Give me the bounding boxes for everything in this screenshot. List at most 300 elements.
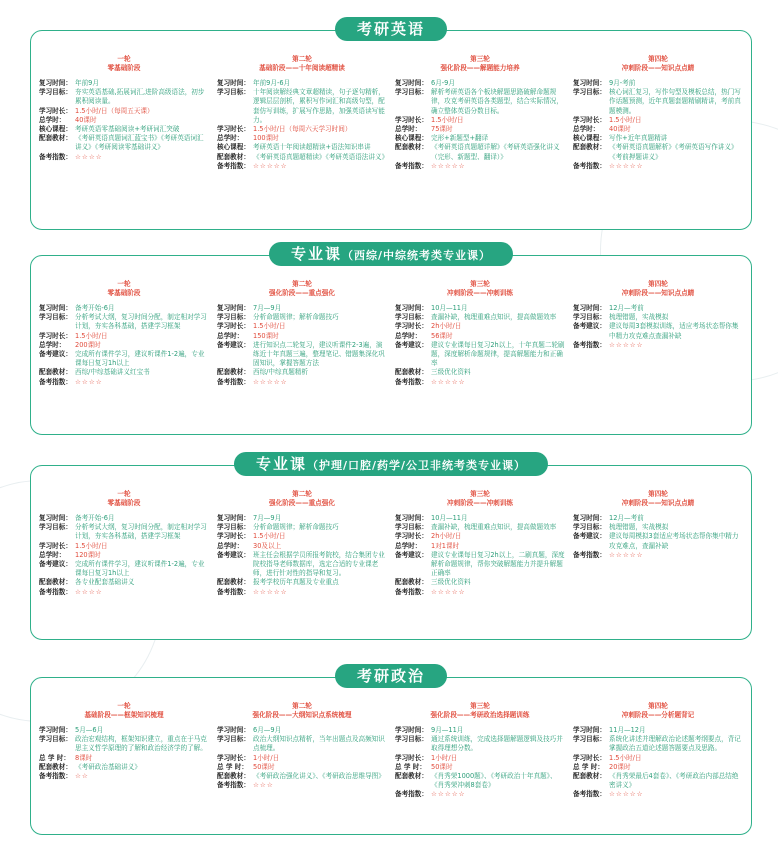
- round-title: 第四轮: [648, 55, 668, 63]
- info-label: 核心课程：: [217, 143, 250, 152]
- info-label: 学习目标：: [39, 523, 72, 532]
- info-value: 备考开始-6月: [75, 514, 115, 522]
- info-label: 备考指数：: [217, 587, 250, 596]
- info-label: 总学时：: [217, 331, 244, 340]
- info-label: 备考建议：: [573, 532, 606, 541]
- info-value: 7月—9月: [253, 304, 282, 312]
- info-row: [39, 578, 209, 587]
- info-row: [217, 754, 387, 763]
- info-row: [573, 532, 743, 550]
- info-value: 12月—考前: [609, 304, 644, 312]
- info-row: [39, 350, 209, 368]
- round-stage: 基础阶段——十年阅读超精读: [259, 64, 345, 72]
- info-value: 《考研英语真题超详解》《考研英语强化讲义（完形、新题型、翻译）》: [431, 143, 560, 161]
- info-row: [217, 125, 387, 134]
- info-row: [217, 588, 387, 597]
- info-value: 系统化讲述并理解政治论述题考纲要点，背记掌握政治五道论述题答题要点及思路。: [609, 735, 741, 753]
- info-value: 40课时: [609, 125, 631, 134]
- info-label: 总 学 时：: [217, 762, 248, 771]
- info-value: 1.5小时/日（每周六天学习时间）: [253, 125, 352, 134]
- info-row: [573, 763, 743, 772]
- info-label: 学习目标：: [573, 523, 606, 532]
- info-row: [217, 368, 387, 377]
- info-value: 56课时: [431, 331, 453, 340]
- round-column-2: [213, 280, 391, 430]
- rating-stars: ☆☆☆☆☆: [609, 550, 644, 559]
- info-label: 学习时长：: [217, 322, 250, 331]
- info-value: 分析考试大纲，复习时间分配，制定相对学习计划，夯实各科基础，搭建学习框架: [75, 313, 207, 331]
- info-row: [395, 578, 565, 587]
- info-label: 配套教材：: [39, 762, 72, 771]
- info-value: 6月-9月: [431, 79, 455, 87]
- info-label: 配套教材：: [395, 578, 428, 587]
- round-column-3: [391, 55, 569, 225]
- major-course-section-1: [30, 245, 752, 435]
- info-value: 西综/中综基础讲义红宝书: [75, 368, 150, 377]
- info-row: [217, 322, 387, 331]
- info-label: 学习时长：: [573, 753, 606, 762]
- info-value: 考研英语十年阅读超精读+语法知识串讲: [253, 143, 371, 152]
- info-value: 政治大纲知识点精析，当年出题点及高频知识点梳理。: [253, 735, 385, 753]
- info-value: 10月—11月: [431, 514, 468, 522]
- round-title: 第四轮: [648, 280, 668, 288]
- info-value: 《肖秀荣1000题》、《考研政治十年真题》、《肖秀荣冲刺8套卷》: [431, 772, 557, 790]
- info-row: [39, 134, 209, 152]
- round-title: 第四轮: [648, 702, 668, 710]
- round-stage: 冲刺阶段——冲刺训练: [447, 499, 513, 507]
- info-label: 学习目标：: [217, 88, 250, 97]
- info-label: 备考指数：: [217, 781, 250, 790]
- round-stage: 强化阶段——重点强化: [269, 499, 335, 507]
- info-value: 2h小时/日: [431, 322, 462, 331]
- info-row: [395, 763, 565, 772]
- info-label: 总 学 时：: [395, 762, 426, 771]
- info-value: 考研英语零基础阅读+考研词汇突破: [75, 125, 180, 134]
- info-value: 分析命题规律；解析命题技巧: [253, 523, 339, 532]
- info-label: 复习时间：: [573, 304, 606, 312]
- info-value: 1.5小时/日: [75, 331, 108, 340]
- info-label: 复习时间：: [217, 304, 250, 312]
- info-label: 学习时间：: [395, 726, 428, 734]
- info-row: [395, 754, 565, 763]
- info-value: 9月—11月: [431, 726, 464, 734]
- info-row: [39, 116, 209, 125]
- round-column-2: [213, 490, 391, 635]
- info-value: 三级优化资料: [431, 578, 471, 587]
- info-label: 学习目标：: [395, 88, 428, 97]
- info-value: 150课时: [253, 331, 279, 340]
- info-row: [217, 551, 387, 579]
- info-label: 总学时：: [39, 115, 66, 124]
- info-row: [39, 523, 209, 541]
- info-value: 1对1课时: [431, 541, 460, 550]
- info-label: 核心课程：: [395, 134, 428, 143]
- info-value: 10月—11月: [431, 304, 468, 312]
- info-label: 备考建议：: [395, 340, 428, 349]
- info-value: 西综/中综真题精析: [253, 368, 308, 377]
- info-label: 学习时间：: [217, 726, 250, 734]
- rating-stars: ☆☆☆☆☆: [431, 587, 466, 596]
- info-value: 75课时: [431, 125, 453, 134]
- info-label: 学习目标：: [217, 735, 250, 744]
- info-row: [217, 341, 387, 369]
- rating-stars: ☆☆☆☆☆: [609, 161, 644, 170]
- info-label: 学习时间：: [573, 726, 606, 734]
- info-value: 备考开始-6月: [75, 304, 115, 312]
- info-value: 年前9月-6月: [253, 79, 291, 87]
- info-row: [39, 726, 209, 735]
- info-row: [573, 88, 743, 116]
- info-row: [573, 162, 743, 171]
- rating-stars: ☆☆☆☆☆: [609, 790, 644, 799]
- info-label: 学习时长：: [39, 331, 72, 340]
- info-value: 《考研政治基础讲义》: [75, 762, 141, 771]
- info-value: 1.5小时/日（每周五天课）: [75, 106, 154, 115]
- info-value: 班主任会根据学员所报考院校，结合集团专业院校指导老师数据库，选定合适的专业课老师，进行针对性的指导和复习。: [253, 550, 385, 578]
- round-column-3: [391, 702, 569, 830]
- info-value: 完形+新题型+翻译: [431, 134, 489, 143]
- info-row: [395, 551, 565, 579]
- info-row: [395, 790, 565, 799]
- info-label: 学习时长：: [217, 125, 250, 134]
- info-label: 学习目标：: [395, 313, 428, 322]
- rounds-row: [35, 490, 747, 635]
- info-label: 配套教材：: [217, 152, 250, 161]
- info-value: 报考学校历年真题及专业重点: [253, 578, 339, 587]
- round-title: 第二轮: [292, 55, 312, 63]
- info-row: [573, 735, 743, 753]
- info-row: [39, 341, 209, 350]
- info-value: 梳理错题，实战模拟: [609, 313, 669, 322]
- info-value: 1.5小时/日: [253, 322, 286, 331]
- section-title: [335, 664, 447, 688]
- info-row: [39, 542, 209, 551]
- info-label: 学习时间：: [39, 726, 72, 734]
- info-label: 学习时长：: [217, 532, 250, 541]
- info-row: [395, 532, 565, 541]
- info-label: 复习时间：: [395, 514, 428, 522]
- info-row: [395, 341, 565, 369]
- info-label: 复习时间：: [39, 304, 72, 312]
- round-title: 第四轮: [648, 490, 668, 498]
- info-label: 复习时间：: [217, 79, 250, 87]
- info-label: 学习目标：: [39, 88, 72, 97]
- info-row: [217, 726, 387, 735]
- info-label: 学习目标：: [573, 88, 606, 97]
- info-row: [39, 772, 209, 781]
- info-row: [395, 542, 565, 551]
- info-label: 学习时长：: [217, 753, 250, 762]
- info-row: [395, 378, 565, 387]
- section-title-text: 专业课: [290, 245, 342, 263]
- round-stage: 冲刺阶段——知识点点睛: [621, 289, 695, 297]
- info-value: 6月—9月: [253, 726, 282, 734]
- info-value: 12月—考前: [609, 514, 644, 522]
- info-row: [395, 88, 565, 116]
- round-title: 第二轮: [292, 702, 312, 710]
- info-label: 备考建议：: [395, 550, 428, 559]
- info-label: 备考指数：: [395, 587, 428, 596]
- info-value: 《考研英语真题解析》《考研英语写作讲义》《考前押题讲义》: [609, 143, 738, 161]
- info-value: 《考研英语真题超精读》《考研英语语法讲义》: [253, 152, 389, 161]
- info-value: 1.5小时/日: [253, 532, 286, 541]
- info-label: 备考建议：: [217, 340, 250, 349]
- info-row: [395, 143, 565, 161]
- info-row: [573, 514, 743, 523]
- round-stage: 强化阶段——考研政治选择题训练: [430, 711, 530, 719]
- info-row: [573, 322, 743, 340]
- round-stage: 冲刺阶段——知识点点睛: [621, 64, 695, 72]
- round-column-4: [569, 280, 747, 430]
- info-label: 配套教材：: [395, 772, 428, 781]
- info-label: 配套教材：: [395, 368, 428, 377]
- info-value: 年前9月: [75, 79, 99, 87]
- info-label: 总 学 时：: [573, 762, 604, 771]
- info-label: 学习时长：: [39, 106, 72, 115]
- info-label: 备考指数：: [573, 790, 606, 799]
- info-row: [395, 735, 565, 753]
- info-label: 配套教材：: [217, 368, 250, 377]
- info-row: [39, 88, 209, 106]
- info-value: 《考研政治强化讲义》、《考研政治思维导图》: [253, 772, 385, 781]
- info-row: [39, 304, 209, 313]
- info-row: [39, 125, 209, 134]
- round-column-1: [35, 280, 213, 430]
- round-stage: 强化阶段——大纲知识点系统梳理: [252, 711, 352, 719]
- info-label: 备考建议：: [217, 550, 250, 559]
- info-row: [39, 378, 209, 387]
- info-label: 学习目标：: [217, 523, 250, 532]
- info-label: 学习时长：: [395, 532, 428, 541]
- info-row: [217, 772, 387, 781]
- info-row: [217, 735, 387, 753]
- info-label: 复习时间：: [39, 79, 72, 87]
- info-value: 完成所有课件学习，建议听课件1-2遍，专业课每日复习1h以上: [75, 560, 205, 578]
- round-stage: 强化阶段——解题能力培养: [440, 64, 520, 72]
- round-stage: 零基础阶段: [107, 499, 141, 507]
- major-course-section-2: [30, 455, 752, 640]
- info-row: [395, 514, 565, 523]
- info-label: 复习时间：: [217, 514, 250, 522]
- info-label: 学习时长：: [39, 541, 72, 550]
- info-label: 配套教材：: [573, 143, 606, 152]
- round-column-2: [213, 702, 391, 830]
- info-value: 建议专业课每日复习2h以上，十年真题二轮刷题，深度解析命题规律，提高解题能力和正确率: [431, 340, 565, 368]
- info-label: 备考指数：: [217, 377, 250, 386]
- info-label: 总学时：: [395, 125, 422, 134]
- info-value: 各专业配套基础讲义: [75, 578, 135, 587]
- info-value: 核心词汇复习，写作句型及模板总结，热门写作话题预测，近年真题套题精刷精讲，考前真题模测。: [609, 88, 741, 115]
- info-row: [217, 781, 387, 790]
- info-row: [573, 726, 743, 735]
- round-title: 第二轮: [292, 490, 312, 498]
- rating-stars: ☆☆☆☆☆: [431, 161, 466, 170]
- info-value: 120课时: [75, 550, 101, 559]
- info-value: 8课时: [75, 753, 93, 762]
- info-value: 《考研英语真题词汇蓝宝书》《考研英语词汇讲义》《考研阅读零基础讲义》: [75, 134, 204, 152]
- round-title: 第三轮: [470, 702, 490, 710]
- info-row: [39, 754, 209, 763]
- info-value: 查漏补缺，梳理重难点知识，提高做题效率: [431, 523, 557, 532]
- info-row: [39, 588, 209, 597]
- info-row: [573, 754, 743, 763]
- rating-stars: ☆☆☆☆: [75, 587, 103, 596]
- info-row: [573, 79, 743, 88]
- info-value: 200课时: [75, 340, 101, 349]
- info-value: 9月-考前: [609, 79, 636, 87]
- info-value: 11月—12月: [609, 726, 646, 734]
- info-row: [573, 143, 743, 161]
- info-value: 进行知识点二轮复习，建议听课件2-3遍，演练近十年真题三遍，整理笔记、错题集深化巩固知识，掌握答题方法: [253, 340, 385, 368]
- info-label: 学习目标：: [395, 735, 428, 744]
- info-value: 7月—9月: [253, 514, 282, 522]
- info-label: 学习目标：: [395, 523, 428, 532]
- info-label: 总学时：: [39, 340, 66, 349]
- info-value: 通过系统训练，完成选择题解题逻辑及技巧并取得理想分数。: [431, 735, 563, 753]
- rounds-row: [35, 702, 747, 830]
- info-label: 学习时长：: [395, 322, 428, 331]
- round-stage: 基础阶段——框架知识梳理: [84, 711, 164, 719]
- info-label: 备考指数：: [39, 587, 72, 596]
- info-label: 学习时长：: [395, 753, 428, 762]
- info-row: [395, 332, 565, 341]
- rating-stars: ☆☆☆☆: [75, 377, 103, 386]
- section-title-text: 专业课: [255, 455, 307, 473]
- info-label: 配套教材：: [395, 143, 428, 152]
- section-title: [234, 452, 548, 476]
- info-row: [39, 79, 209, 88]
- info-row: [217, 332, 387, 341]
- info-row: [573, 341, 743, 350]
- info-row: [39, 332, 209, 341]
- round-column-1: [35, 55, 213, 225]
- info-label: 总学时：: [395, 541, 422, 550]
- round-title: 第三轮: [470, 490, 490, 498]
- round-column-4: [569, 55, 747, 225]
- section-title-text: 考研政治: [356, 667, 426, 685]
- info-row: [395, 125, 565, 134]
- info-value: 建议专业课每日复习2h以上，二刷真题，深度解析命题规律，帮你突破解题能力并提升解题正确率: [431, 550, 565, 578]
- info-value: 建议每周模拟3套适应考场状态帮你集中精力攻克难点，查漏补缺: [609, 532, 739, 550]
- info-value: 1小时/日: [253, 753, 280, 762]
- round-stage: 冲刺阶段——知识点点睛: [621, 499, 695, 507]
- info-row: [217, 153, 387, 162]
- round-stage: 冲刺阶段——冲刺训练: [447, 289, 513, 297]
- info-row: [217, 514, 387, 523]
- info-label: 复习时间：: [395, 304, 428, 312]
- info-label: 配套教材：: [39, 134, 72, 143]
- round-title: 一轮: [117, 702, 131, 710]
- info-row: [395, 368, 565, 377]
- info-row: [395, 79, 565, 88]
- info-value: 解析考研英语各个板块解题思路破解命题规律，攻克考研英语各类题型，结合实际情况，确立整体英语分数目标。: [431, 88, 563, 115]
- round-column-4: [569, 490, 747, 635]
- info-label: 学习目标：: [573, 313, 606, 322]
- round-column-2: [213, 55, 391, 225]
- info-row: [217, 79, 387, 88]
- info-value: 2h小时/日: [431, 532, 462, 541]
- round-column-3: [391, 490, 569, 635]
- info-row: [395, 322, 565, 331]
- rating-stars: ☆☆☆☆☆: [253, 161, 288, 170]
- info-label: 复习时间：: [39, 514, 72, 522]
- info-value: 写作+近年真题精讲: [609, 134, 668, 143]
- info-value: 查漏补缺，梳理重难点知识，提高做题效率: [431, 313, 557, 322]
- info-row: [573, 790, 743, 799]
- round-stage: 冲刺阶段——分析题背记: [621, 711, 695, 719]
- info-label: 备考建议：: [39, 350, 72, 359]
- english-section: [30, 20, 752, 230]
- info-label: 学习目标：: [39, 735, 72, 744]
- info-value: 1.5小时/日: [75, 541, 108, 550]
- info-label: 核心课程：: [573, 134, 606, 143]
- info-row: [573, 551, 743, 560]
- info-row: [39, 514, 209, 523]
- info-value: 1.5小时/日: [431, 115, 464, 124]
- info-label: 配套教材：: [573, 772, 606, 781]
- info-value: 十年阅读解经典文章超精读，句子逐句精析，逻辑层层剖析，累积写作词汇和高级句型，配套仿写训练，扩展写作思路，加强英语读写能力。: [253, 88, 385, 124]
- info-label: 配套教材：: [39, 578, 72, 587]
- section-title: [335, 17, 447, 41]
- info-label: 学习时长：: [395, 115, 428, 124]
- info-value: 政治宏观结构，框架知识建立，重点在于马克思主义哲学原理的了解和政治经济学的了解。: [75, 735, 207, 753]
- info-value: 分析命题规律；解析命题技巧: [253, 313, 339, 322]
- info-label: 复习时间：: [573, 79, 606, 87]
- round-stage: 零基础阶段: [107, 289, 141, 297]
- info-label: 总学时：: [573, 125, 600, 134]
- info-value: 50课时: [253, 762, 275, 771]
- info-label: 学习目标：: [573, 735, 606, 744]
- info-label: 配套教材：: [217, 578, 250, 587]
- info-row: [217, 763, 387, 772]
- info-row: [39, 107, 209, 116]
- info-label: 备考指数：: [573, 340, 606, 349]
- info-label: 复习时间：: [395, 79, 428, 87]
- info-label: 复习时间：: [573, 514, 606, 522]
- info-value: 5月—6月: [75, 726, 104, 734]
- info-label: 配套教材：: [217, 772, 250, 781]
- info-label: 备考指数：: [395, 790, 428, 799]
- info-label: 备考指数：: [217, 161, 250, 170]
- info-row: [39, 368, 209, 377]
- section-title: [269, 242, 513, 266]
- info-label: 总学时：: [217, 541, 244, 550]
- info-row: [39, 551, 209, 560]
- rating-stars: ☆☆☆☆: [75, 152, 103, 161]
- info-label: 备考建议：: [39, 560, 72, 569]
- info-row: [395, 304, 565, 313]
- section-subtitle-text: （护理/口腔/药学/公卫非统考类专业课）: [306, 459, 527, 472]
- info-row: [395, 726, 565, 735]
- info-value: 梳理错题，实战模拟: [609, 523, 669, 532]
- info-value: 100课时: [253, 134, 279, 143]
- info-row: [217, 304, 387, 313]
- info-label: 备考指数：: [39, 152, 72, 161]
- info-label: 备考指数：: [573, 161, 606, 170]
- info-row: [39, 153, 209, 162]
- rounds-row: [35, 55, 747, 225]
- info-label: 总学时：: [395, 331, 422, 340]
- info-row: [395, 116, 565, 125]
- info-value: 完成所有课件学习，建议听课件1-2遍，专业课每日复习1h以上: [75, 350, 205, 368]
- info-label: 备考指数：: [573, 550, 606, 559]
- info-row: [217, 162, 387, 171]
- info-label: 备考建议：: [573, 322, 606, 331]
- round-column-3: [391, 280, 569, 430]
- round-stage: 零基础阶段: [107, 64, 141, 72]
- info-row: [39, 560, 209, 578]
- round-title: 第三轮: [470, 280, 490, 288]
